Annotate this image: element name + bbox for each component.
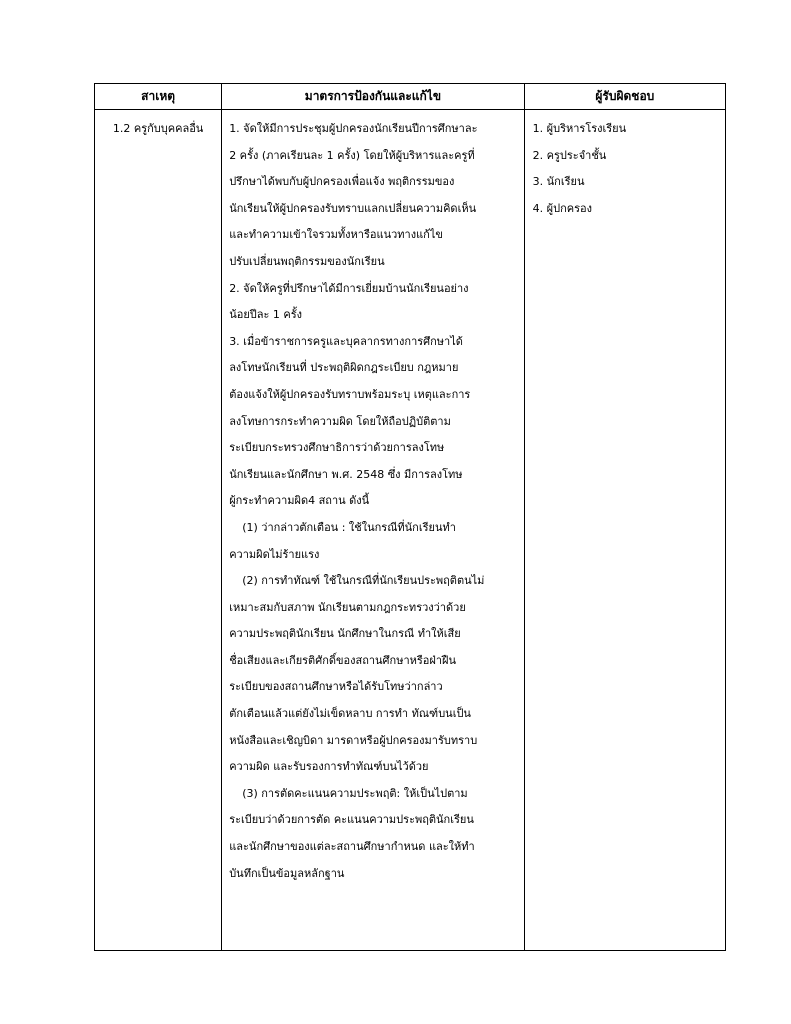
cause-cell: [95, 110, 222, 951]
measure-line: 2. จัดให้ครูที่ปรึกษาได้มีการเยี่ยมบ้านนักเรียนอย่าง: [229, 281, 469, 295]
measure-line: ชื่อเสียงและเกียรติศักดิ์ของสถานศึกษาหรือฝ่าฝืน: [229, 653, 456, 667]
measure-line: (1) ว่ากล่าวตักเตือน : ใช้ในกรณีที่นักเรียนทำ: [242, 520, 456, 534]
measure-line: ระเบียบว่าด้วยการตัด คะแนนความประพฤตินักเรียน: [229, 813, 474, 827]
responsible-list: [525, 110, 725, 222]
cause-text: 1.2 ครูกับบุคคลอื่น: [112, 122, 204, 135]
responsible-cell: [524, 110, 725, 951]
measure-line: น้อยปีละ 1 ครั้ง: [229, 308, 303, 322]
measure-line: ระเบียบของสถานศึกษาหรือได้รับโทษว่ากล่าว: [229, 680, 443, 694]
measure-line: ลงโทษการกระทำความผิด โดยให้ถือปฏิบัติตาม: [229, 414, 451, 428]
measure-line: 1. จัดให้มีการประชุมผู้ปกครองนักเรียนปีการศึกษาละ: [229, 122, 478, 135]
measure-line: ความผิด และรับรองการทำทัณฑ์บนไว้ด้วย: [229, 760, 429, 774]
measure-line: ตักเตือนแล้วแต่ยังไม่เข็ดหลาบ การทำ ทัณฑ์บนเป็น: [229, 707, 471, 721]
measure-line: (3) การตัดคะแนนความประพฤติ: ให้เป็นไปตาม: [242, 786, 468, 800]
header-cause: สาเหตุ: [95, 84, 222, 110]
measures-table: [94, 83, 726, 951]
measure-line: 2 ครั้ง (ภาคเรียนละ 1 ครั้ง) โดยให้ผู้บริหารและครูที่: [229, 148, 475, 162]
header-responsible: ผู้รับผิดชอบ: [524, 84, 725, 110]
measure-line: และทำความเข้าใจรวมทั้งหารือแนวทางแก้ไข: [229, 228, 443, 242]
measure-line: นักเรียนและนักศึกษา พ.ศ. 2548 ซึ่ง มีการลงโทษ: [229, 467, 463, 481]
measure-line: ผู้กระทำความผิด4 สถาน ดังนี้: [229, 494, 370, 508]
measure-line: ความประพฤตินักเรียน นักศึกษาในกรณี ทำให้เสีย: [229, 627, 461, 641]
measure-line: ปรับเปลี่ยนพฤติกรรมของนักเรียน: [229, 254, 385, 268]
table-header-row: [95, 84, 726, 110]
measure-line: ปรึกษาได้พบกับผู้ปกครองเพื่อแจ้ง พฤติกรรมของ: [229, 175, 455, 189]
table-row: [95, 110, 726, 951]
responsible-item: 3. นักเรียน: [532, 175, 585, 188]
responsible-item: 4. ผู้ปกครอง: [532, 201, 592, 215]
measure-line: (2) การทำทัณฑ์ ใช้ในกรณีที่นักเรียนประพฤติตนไม่: [242, 574, 485, 588]
measure-line: หนังสือและเชิญบิดา มารดาหรือผู้ปกครองมารับทราบ: [229, 733, 478, 747]
measure-line: นักเรียนให้ผู้ปกครองรับทราบแลกเปลี่ยนความคิดเห็น: [229, 201, 477, 215]
measure-line: 3. เมื่อข้าราชการครูและบุคลากรทางการศึกษาได้: [229, 334, 463, 348]
measure-line: ลงโทษนักเรียนที่ ประพฤติผิดกฎระเบียบ กฎหมาย: [229, 361, 459, 375]
measure-line: เหมาะสมกับสภาพ นักเรียนตามกฎกระทรวงว่าด้วย: [229, 600, 466, 614]
measure-line: ต้องแจ้งให้ผู้ปกครองรับทราบพร้อมระบุ เหตุและการ: [229, 387, 471, 401]
responsible-item: 2. ครูประจำชั้น: [532, 148, 607, 162]
measure-line: และนักศึกษาของแต่ละสถานศึกษากำหนด และให้ทำ: [229, 840, 475, 854]
measures-cell: [222, 110, 524, 951]
header-measures: มาตรการป้องกันและแก้ไข: [222, 84, 524, 110]
measure-line: ความผิดไม่ร้ายแรง: [229, 547, 320, 561]
measure-line: ระเบียบกระทรวงศึกษาธิการว่าด้วยการลงโทษ: [229, 441, 445, 455]
measures-list: [222, 110, 523, 887]
measure-line: บันทึกเป็นข้อมูลหลักฐาน: [229, 866, 345, 880]
responsible-item: 1. ผู้บริหารโรงเรียน: [532, 122, 627, 135]
